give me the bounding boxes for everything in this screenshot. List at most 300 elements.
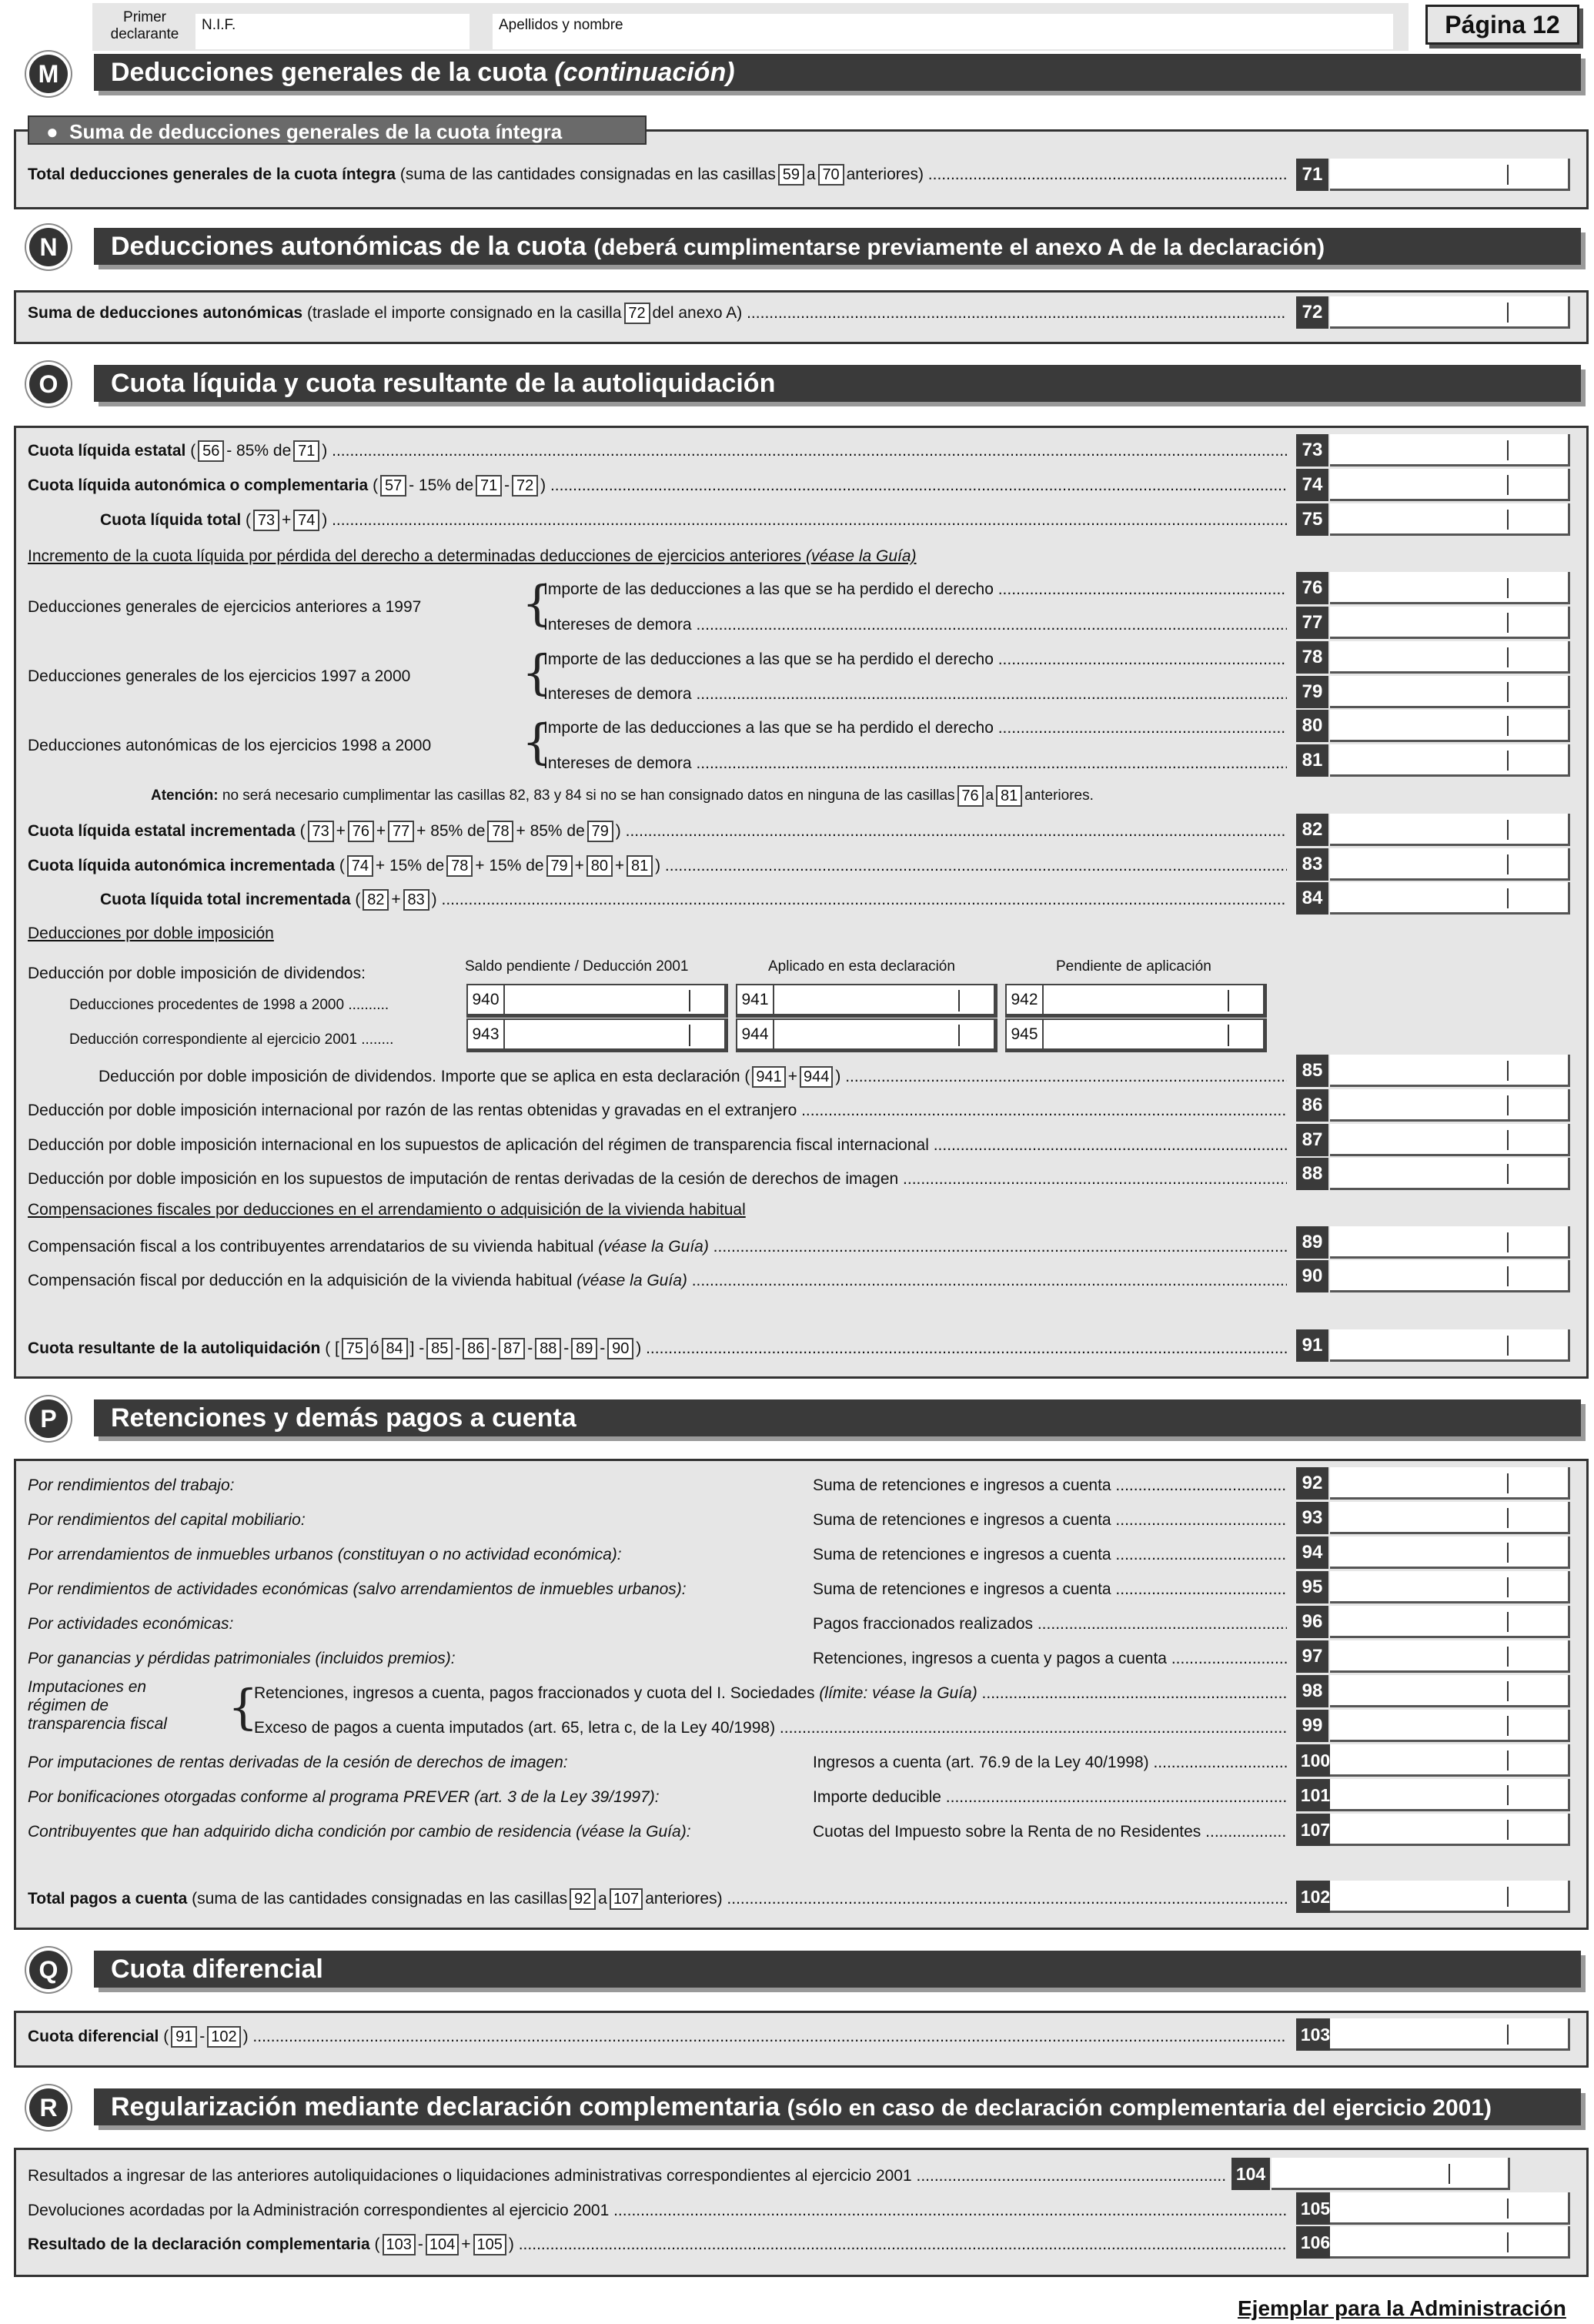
group-1-label: Deducciones generales de ejercicios anteriores a 1997 (28, 598, 422, 616)
code-92: 92 (1296, 1467, 1328, 1500)
amount-75[interactable] (1330, 503, 1570, 536)
casilla-ref-box: 76 (348, 821, 374, 842)
p-row-94-right (813, 1544, 1287, 1566)
row-text: + (787, 1068, 797, 1085)
internacional-row (28, 1100, 1287, 1122)
apellidos-field[interactable] (493, 14, 1393, 49)
casilla-ref-box: 78 (487, 821, 513, 842)
amount-106[interactable] (1330, 2226, 1570, 2259)
row-text: ( (339, 857, 345, 874)
p-row-100-left: Por imputaciones de rentas derivadas de la cesión de derechos de imagen: (28, 1754, 568, 1771)
row-text: Deducción por doble imposición internacional en los supuestos de aplicación del régimen de transparencia fiscal internacional (28, 1136, 929, 1154)
row-text: ( (163, 2028, 169, 2045)
casilla-ref-box: 91 (171, 2026, 197, 2048)
row-text: anteriores) (846, 166, 924, 183)
casilla-ref-box: 73 (253, 510, 279, 531)
field-separator (689, 1025, 690, 1046)
row-text: ) (322, 511, 328, 529)
col-pendiente-header: Pendiente de aplicación (1056, 958, 1211, 975)
row-text: Suma de retenciones e ingresos a cuenta (813, 1580, 1111, 1598)
row-text: Retenciones, ingresos a cuenta, pagos fraccionados y cuota del I. Sociedades (254, 1684, 815, 1702)
amount-91[interactable] (1330, 1329, 1570, 1362)
amount-81[interactable] (1330, 744, 1570, 777)
field-separator (958, 1025, 960, 1046)
row-text: ( [ (325, 1339, 339, 1357)
row-text: Compensación fiscal por deducción en la adquisición de la vivienda habitual (28, 1272, 573, 1289)
casilla-ref-box: 79 (587, 821, 613, 842)
code-90: 90 (1296, 1260, 1328, 1292)
row-text: del anexo A) (652, 304, 743, 322)
row-text: Cuota líquida estatal incrementada (28, 822, 296, 840)
casilla-ref-box: 107 (610, 1888, 643, 1910)
apellidos-label: Apellidos y nombre (499, 17, 623, 33)
row-text: Cuota líquida autonómica o complementaria (28, 477, 369, 494)
row-text: + 15% de (375, 857, 445, 874)
row-text: Exceso de pagos a cuenta imputados (art. 65, letra c, de la Ley 40/1998) (254, 1719, 776, 1737)
row-text: (véase la Guía) (576, 1272, 687, 1289)
amount-76[interactable] (1330, 572, 1570, 604)
row-text: (suma de las cantidades consignadas en las casillas (399, 166, 776, 183)
p-row-92-left: Por rendimientos del trabajo: (28, 1476, 235, 1494)
row-text: ) (508, 2235, 514, 2253)
casilla-ref-box: 77 (388, 821, 414, 842)
row-text: Retenciones, ingresos a cuenta y pagos a cuenta (813, 1650, 1167, 1667)
code-87: 87 (1296, 1124, 1328, 1156)
cuota-resultante-row (28, 1338, 1287, 1359)
row-text: no será necesario cumplimentar las casillas 82, 83 y 84 si no se han consignado datos en ninguna de las casillas (222, 787, 955, 804)
row-text: a (985, 787, 994, 804)
row-text: ] - (409, 1339, 425, 1357)
row-text: ) (431, 891, 437, 908)
row-text: Cuota líquida total (100, 511, 242, 529)
code-95: 95 (1296, 1571, 1328, 1603)
amount-95[interactable] (1330, 1571, 1570, 1603)
amount-99[interactable] (1330, 1710, 1570, 1742)
code-85: 85 (1296, 1055, 1328, 1087)
section-m-subtab: ● Suma de deducciones generales de la cuota íntegra (28, 115, 647, 145)
cuota-autonomica-incrementada-row (28, 855, 1287, 877)
row-text: ) (835, 1068, 841, 1085)
row-text: Importe de las deducciones a las que se ha perdido el derecho (543, 650, 994, 668)
brace-icon: { (522, 644, 553, 701)
amount-85[interactable] (1330, 1055, 1570, 1087)
amount-93[interactable] (1330, 1502, 1570, 1534)
amount-78[interactable] (1330, 641, 1570, 674)
incremento-title (28, 546, 917, 567)
p-row-95-left: Por rendimientos de actividades económicas (salvo arrendamientos de inmuebles urbanos): (28, 1580, 687, 1598)
field-separator (1228, 990, 1229, 1012)
row-text: Cuota líquida total incrementada (100, 891, 351, 908)
amount-90[interactable] (1330, 1260, 1570, 1292)
code-106: 106 (1296, 2226, 1335, 2259)
row-text: .......... (348, 997, 389, 1013)
row-text: - (199, 2028, 206, 2045)
amount-74[interactable] (1330, 469, 1570, 501)
amount-105[interactable] (1330, 2192, 1570, 2225)
field-separator (958, 990, 960, 1012)
casilla-ref-box: 56 (198, 440, 224, 462)
row-text: - (491, 1339, 497, 1357)
footer-ejemplar: Ejemplar para la Administración (1238, 2296, 1566, 2320)
p-row-93-left: Por rendimientos del capital mobiliario: (28, 1511, 306, 1529)
nif-field[interactable] (195, 14, 470, 49)
row-text: + 15% de (475, 857, 544, 874)
amount-107[interactable] (1330, 1814, 1570, 1846)
code-99: 99 (1296, 1710, 1328, 1742)
field-separator (689, 990, 690, 1012)
casilla-ref-box: 74 (293, 510, 319, 531)
section-q-title: Cuota diferencial (94, 1951, 1581, 1988)
bullet-icon: ● (46, 120, 70, 143)
casilla-ref-box: 80 (586, 855, 613, 877)
amount-103[interactable] (1330, 2018, 1570, 2051)
code-107: 107 (1296, 1814, 1335, 1846)
code-79: 79 (1296, 676, 1328, 708)
row-text: - (455, 1339, 461, 1357)
amount-89[interactable] (1330, 1226, 1570, 1259)
devoluciones-row (28, 2200, 1287, 2222)
casilla-ref-box: 941 (752, 1066, 785, 1088)
row-text: Cuota resultante de la autoliquidación (28, 1339, 321, 1357)
row-text: Total pagos a cuenta (28, 1890, 188, 1908)
amount-84[interactable] (1330, 882, 1570, 915)
casilla-ref-box: 88 (535, 1338, 561, 1359)
casilla-ref-box: 76 (957, 785, 984, 807)
row-text: Importe deducible (813, 1788, 941, 1806)
row-text: Suma de retenciones e ingresos a cuenta (813, 1546, 1111, 1563)
row-text: Suma de deducciones autonómicas (28, 304, 303, 322)
group-2-intereses-row (543, 684, 1287, 705)
row-text: ) (322, 442, 328, 460)
col-aplicado-header: Aplicado en esta declaración (768, 958, 955, 975)
code-97: 97 (1296, 1640, 1328, 1673)
brace-icon: { (228, 1679, 259, 1735)
code-83: 83 (1296, 848, 1328, 881)
casilla-ref-box: 71 (476, 475, 502, 497)
row-text: Cuotas del Impuesto sobre la Renta de no Residentes (813, 1823, 1201, 1841)
casilla-ref-box: 71 (293, 440, 319, 462)
row-text: ) (655, 857, 661, 874)
group-3-intereses-row (543, 753, 1287, 774)
amount-98[interactable] (1330, 1675, 1570, 1707)
section-m-title-suffix: (continuación) (554, 58, 735, 87)
brace-icon: { (522, 714, 553, 770)
code-94: 94 (1296, 1537, 1328, 1569)
p-row-96-right (813, 1613, 1287, 1635)
row-text: ( (373, 477, 379, 494)
transparencia-row (28, 1135, 1287, 1156)
row-text: Ingresos a cuenta (art. 76.9 de la Ley 40/1998) (813, 1754, 1149, 1771)
row-text: a (598, 1890, 607, 1908)
p-row-101-left: Por bonificaciones otorgadas conforme al programa PREVER (art. 3 de la Ley 39/1997): (28, 1788, 660, 1806)
amount-94[interactable] (1330, 1537, 1570, 1569)
casilla-ref-box: 89 (571, 1338, 597, 1359)
section-p-title: Retenciones y demás pagos a cuenta (94, 1399, 1581, 1436)
p-row-93-right (813, 1510, 1287, 1531)
row-text: a (806, 166, 816, 183)
dividendos-label: Deducción por doble imposición de dividendos: (28, 965, 366, 982)
group-3-importe-row (543, 717, 1287, 739)
section-r-title: Regularización mediante declaración complementaria (sólo en caso de declaración complementaria del ejercicio 2001) (94, 2088, 1581, 2125)
row-text: Incremento de la cuota líquida por pérdida del derecho a determinadas deducciones de ejercicios anteriores (28, 547, 802, 565)
casilla-ref-box: 79 (546, 855, 573, 877)
row-text: anteriores) (645, 1890, 723, 1908)
row-text: Importe de las deducciones a las que se ha perdido el derecho (543, 719, 994, 737)
group-2-importe-row (543, 649, 1287, 670)
row-text: Compensación fiscal a los contribuyentes arrendatarios de su vivienda habitual (28, 1238, 594, 1256)
resultados-ingresar-row (28, 2165, 1225, 2187)
p-row-107-right (813, 1821, 1287, 1843)
row-text: Suma de retenciones e ingresos a cuenta (813, 1511, 1111, 1529)
amount-100[interactable] (1330, 1744, 1570, 1777)
amount-71[interactable] (1330, 159, 1570, 191)
total-pagos-row (28, 1888, 1287, 1910)
suma-deducciones-autonomicas-row (28, 303, 1287, 324)
field-945[interactable]: 945 (1005, 1018, 1267, 1052)
casilla-ref-box: 92 (570, 1888, 596, 1910)
row-text: + (574, 857, 584, 874)
code-80: 80 (1296, 710, 1328, 742)
cuota-liquida-total-row (100, 510, 1287, 531)
code-93: 93 (1296, 1502, 1328, 1534)
code-102: 102 (1296, 1881, 1335, 1913)
casilla-ref-box: 84 (382, 1338, 408, 1359)
p-row-97-left: Por ganancias y pérdidas patrimoniales (incluidos premios): (28, 1650, 456, 1667)
page-number: Página 12 (1425, 5, 1579, 45)
total-deducciones-generales-row (28, 164, 1287, 186)
resultado-complementaria-row (28, 2234, 1287, 2255)
casilla-ref-box: 57 (380, 475, 406, 497)
field-940[interactable]: 940 (466, 984, 728, 1018)
amount-77[interactable] (1330, 607, 1570, 639)
row-text: + 85% de (516, 822, 585, 840)
row-text: ( (299, 822, 306, 840)
row-text: Intereses de demora (543, 754, 692, 772)
row-text: - 85% de (226, 442, 292, 460)
row-text: - (417, 2235, 423, 2253)
imputaciones-a-row (254, 1683, 1287, 1704)
casilla-ref-box: 104 (426, 2234, 459, 2255)
atencion-note (151, 785, 1094, 807)
code-105: 105 (1296, 2192, 1335, 2225)
code-78: 78 (1296, 641, 1328, 674)
nif-label: N.I.F. (202, 17, 236, 33)
section-o-badge: O (29, 365, 68, 403)
amount-72[interactable] (1330, 296, 1570, 329)
row-text: Total deducciones generales de la cuota íntegra (28, 166, 396, 183)
casilla-ref-box: 85 (426, 1338, 453, 1359)
compensacion-arrendatarios-row (28, 1236, 1287, 1258)
row-text: ........ (361, 1032, 394, 1048)
row-text: Intereses de demora (543, 685, 692, 703)
brace-icon: { (522, 575, 553, 631)
row-text: - (504, 477, 510, 494)
casilla-ref-box: 87 (499, 1338, 525, 1359)
section-n-badge: N (29, 228, 68, 266)
field-943[interactable]: 943 (466, 1018, 728, 1052)
casilla-ref-box: 72 (512, 475, 538, 497)
group-1-importe-row (543, 579, 1287, 600)
row-text: Deducción por doble imposición en los supuestos de imputación de rentas derivadas de la cesión de derechos de imagen (28, 1170, 899, 1188)
imputaciones-label: Imputaciones en régimen de transparencia fiscal (28, 1678, 167, 1733)
code-74: 74 (1296, 469, 1328, 501)
code-75: 75 (1296, 503, 1328, 536)
section-n-title-suffix: (deberá cumplimentarse previamente el anexo A de la declaración) (593, 235, 1325, 260)
code-98: 98 (1296, 1675, 1328, 1707)
code-96: 96 (1296, 1606, 1328, 1638)
row-text: ( (374, 2235, 380, 2253)
code-100: 100 (1296, 1744, 1335, 1777)
amount-79[interactable] (1330, 676, 1570, 708)
casilla-ref-box: 105 (473, 2234, 506, 2255)
casilla-ref-box: 86 (463, 1338, 489, 1359)
amount-73[interactable] (1330, 434, 1570, 466)
row-text: (suma de las cantidades consignadas en las casillas (192, 1890, 568, 1908)
row-text: + (614, 857, 625, 874)
code-73: 73 (1296, 434, 1328, 466)
p-row-94-left: Por arrendamientos de inmuebles urbanos (constituyan o no actividad económica): (28, 1546, 622, 1563)
dividendos-total-row (99, 1066, 1287, 1088)
amount-101[interactable] (1330, 1779, 1570, 1811)
procedentes-label (69, 995, 389, 1016)
casilla-ref-box: 81 (627, 855, 653, 877)
section-m-badge: M (29, 55, 68, 93)
row-text: - 15% de (409, 477, 474, 494)
code-103: 103 (1296, 2018, 1335, 2051)
field-944[interactable]: 944 (736, 1018, 998, 1052)
code-91: 91 (1296, 1329, 1328, 1362)
row-text: Suma de retenciones e ingresos a cuenta (813, 1476, 1111, 1494)
row-text: Cuota líquida estatal (28, 442, 186, 460)
p-row-96-left: Por actividades económicas: (28, 1615, 234, 1633)
amount-104[interactable] (1272, 2158, 1510, 2190)
p-row-101-right (813, 1787, 1287, 1808)
amount-96[interactable] (1330, 1606, 1570, 1638)
casilla-ref-box: 78 (446, 855, 473, 877)
casilla-ref-box: 70 (818, 164, 844, 186)
p-row-107-left: Contribuyentes que han adquirido dicha condición por cambio de residencia (véase la Guía): (28, 1823, 691, 1841)
compensaciones-title: Compensaciones fiscales por deducciones en el arrendamiento o adquisición de la vivienda habitual (28, 1201, 746, 1219)
casilla-ref-box: 73 (308, 821, 334, 842)
group-1-intereses-row (543, 614, 1287, 636)
amount-82[interactable] (1330, 814, 1570, 846)
primer-declarante-label: Primer declarante (110, 9, 179, 42)
p-row-100-right (813, 1752, 1287, 1774)
field-941[interactable]: 941 (736, 984, 998, 1018)
row-text: Devoluciones acordadas por la Administración correspondientes al ejercicio 2001 (28, 2202, 610, 2219)
compensacion-adquisicion-row (28, 1270, 1287, 1292)
row-text: ) (636, 1339, 642, 1357)
casilla-ref-box: 102 (207, 2026, 240, 2048)
code-101: 101 (1296, 1779, 1335, 1811)
row-text: Deducciones procedentes de 1998 a 2000 (69, 997, 345, 1013)
casilla-ref-box: 75 (342, 1338, 368, 1359)
casilla-ref-box: 103 (383, 2234, 416, 2255)
imputaciones-b-row (254, 1717, 1287, 1739)
row-text: Cuota diferencial (28, 2028, 159, 2045)
row-text: + 85% de (416, 822, 486, 840)
row-text: Pagos fraccionados realizados (813, 1615, 1034, 1633)
code-104: 104 (1231, 2158, 1270, 2190)
code-71: 71 (1296, 159, 1328, 191)
group-3-label: Deducciones autonómicas de los ejercicios 1998 a 2000 (28, 737, 432, 754)
amount-83[interactable] (1330, 848, 1570, 881)
code-76: 76 (1296, 572, 1328, 604)
row-text: Atención: (151, 787, 219, 804)
col-saldo-header: Saldo pendiente / Deducción 2001 (465, 958, 689, 975)
doble-imposicion-title: Deducciones por doble imposición (28, 925, 274, 942)
amount-102[interactable] (1330, 1881, 1570, 1913)
row-text: ) (540, 477, 546, 494)
section-r-title-suffix: (sólo en caso de declaración complementaria del ejercicio 2001) (787, 2095, 1492, 2121)
code-81: 81 (1296, 744, 1328, 777)
row-text: + (282, 511, 292, 529)
cuota-total-incrementada-row (100, 889, 1287, 911)
casilla-ref-box: 59 (778, 164, 804, 186)
row-text: - (563, 1339, 570, 1357)
row-text: Deducción por doble imposición de dividendos. Importe que se aplica en esta declaración (99, 1068, 740, 1085)
p-row-92-right (813, 1475, 1287, 1496)
amount-88[interactable] (1330, 1158, 1570, 1190)
casilla-ref-box: 82 (363, 889, 389, 911)
row-text: (límite: véase la Guía) (819, 1684, 977, 1702)
row-text: Intereses de demora (543, 616, 692, 634)
row-text: - (600, 1339, 606, 1357)
amount-87[interactable] (1330, 1124, 1570, 1156)
p-row-95-right (813, 1579, 1287, 1600)
cuota-diferencial-row (28, 2026, 1287, 2048)
code-86: 86 (1296, 1089, 1328, 1122)
amount-92[interactable] (1330, 1467, 1570, 1500)
section-o-title: Cuota líquida y cuota resultante de la autoliquidación (94, 365, 1581, 402)
code-72: 72 (1296, 296, 1328, 329)
correspondiente-label (69, 1029, 393, 1051)
row-text: ( (190, 442, 196, 460)
code-88: 88 (1296, 1158, 1328, 1190)
row-text: anteriores. (1024, 787, 1094, 804)
row-text: ( (355, 891, 361, 908)
section-p-badge: P (29, 1399, 68, 1438)
row-text: ó (369, 1339, 379, 1357)
row-text: ) (615, 822, 621, 840)
amount-97[interactable] (1330, 1640, 1570, 1673)
casilla-ref-box: 90 (607, 1338, 633, 1359)
row-text: ( (246, 511, 251, 529)
row-text: + (391, 891, 401, 908)
casilla-ref-box: 81 (996, 785, 1022, 807)
code-84: 84 (1296, 882, 1328, 915)
row-text: ) (242, 2028, 249, 2045)
imagen-row (28, 1169, 1287, 1190)
casilla-ref-box: 72 (624, 303, 650, 324)
row-text: Resultado de la declaración complementaria (28, 2235, 370, 2253)
cuota-liquida-autonomica-row (28, 475, 1287, 497)
section-q-badge: Q (29, 1951, 68, 1989)
cuota-estatal-incrementada-row (28, 821, 1287, 842)
row-text: + (376, 822, 386, 840)
code-77: 77 (1296, 607, 1328, 639)
amount-80[interactable] (1330, 710, 1570, 742)
field-942[interactable]: 942 (1005, 984, 1267, 1018)
code-82: 82 (1296, 814, 1328, 846)
row-text: - (527, 1339, 533, 1357)
amount-86[interactable] (1330, 1089, 1570, 1122)
row-text: Deducción por doble imposición internacional por razón de las rentas obtenidas y gravadas en el extranjero (28, 1102, 797, 1119)
row-text: + (336, 822, 346, 840)
row-text: (véase la Guía) (598, 1238, 709, 1256)
p-row-97-right (813, 1648, 1287, 1670)
cuota-liquida-estatal-row (28, 440, 1287, 462)
